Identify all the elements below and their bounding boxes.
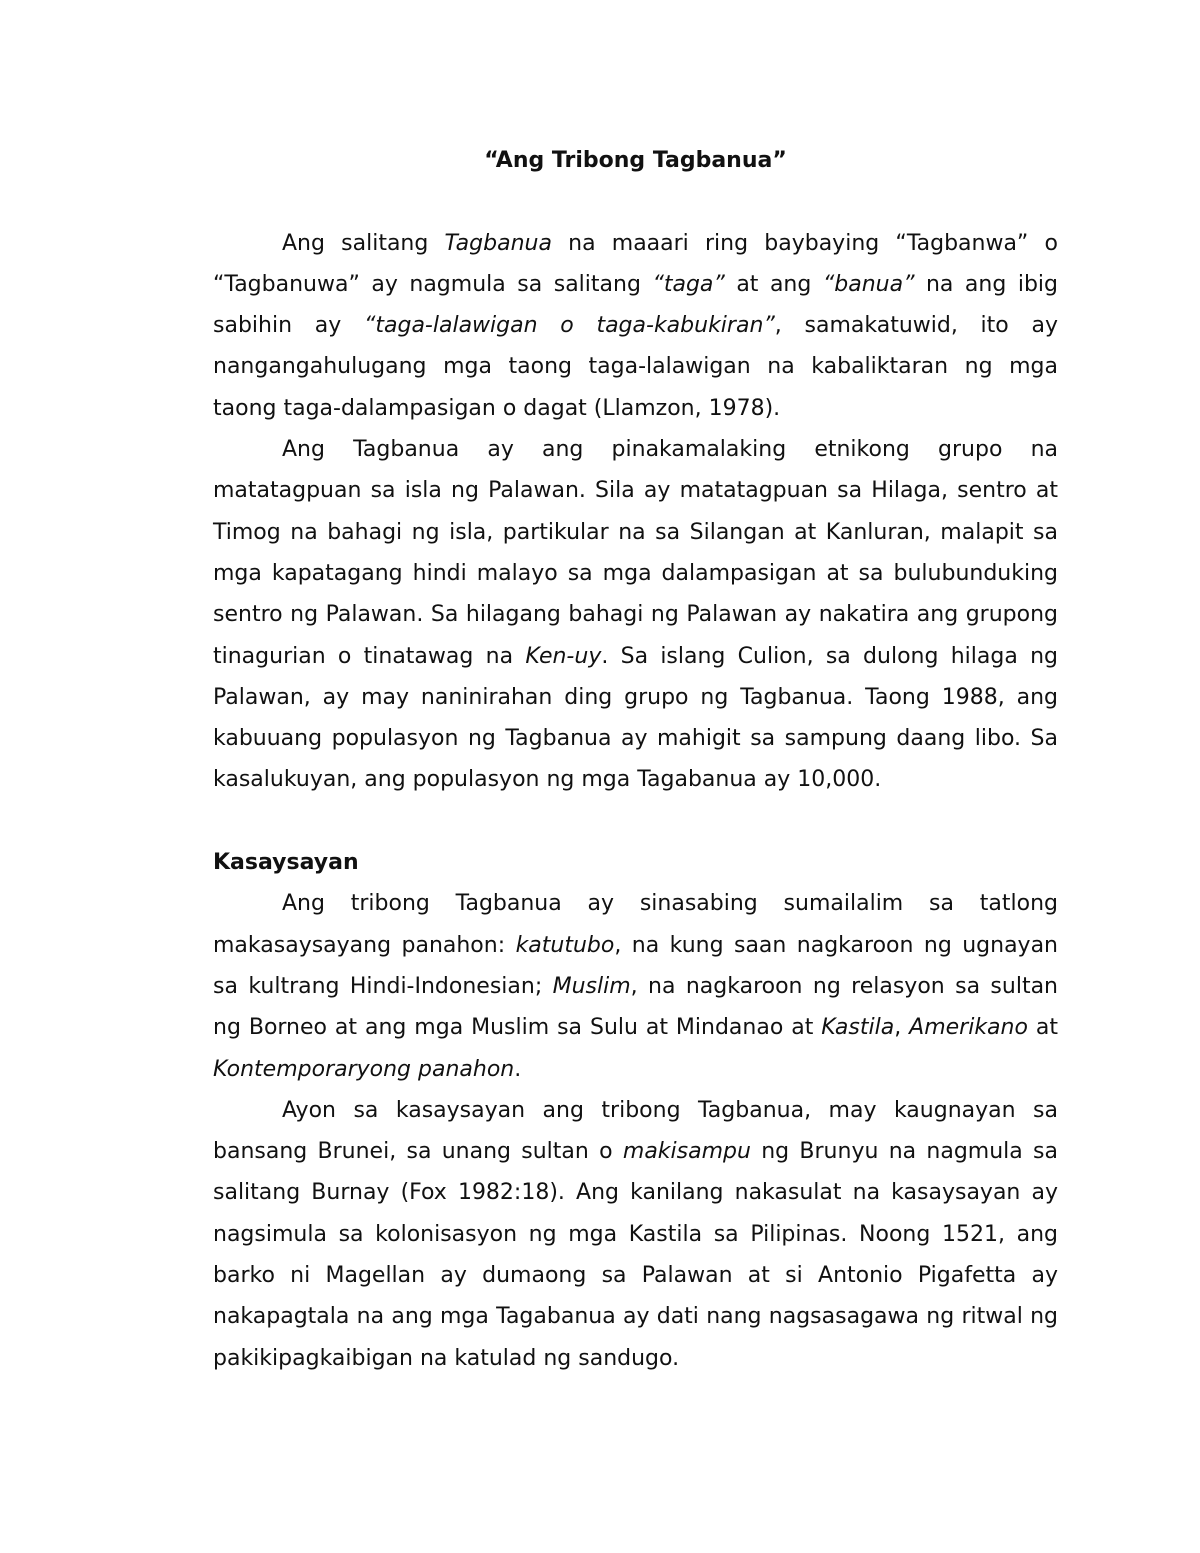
italic-term: Kontemporaryong panahon <box>213 1056 515 1082</box>
blank-line <box>213 181 1058 222</box>
italic-term: “taga-lalawigan o taga-kabukiran” <box>363 313 775 339</box>
text-run: . Sa islang Culion, sa dulong hilaga ng Palawan, ay may naninirahan ding grupo ng Tagbanua. Taong 1988, ang kabuuang populasyon ng Tagbanua ay mahigit sa sampung daang libo. Sa kasalukuyan, ang populasyon ng mga Tagabanua ay 10,000. <box>213 643 1058 793</box>
document-page <box>213 140 1058 1379</box>
italic-term: “taga” <box>652 271 725 297</box>
text-run: Ang Tagbanua ay ang pinakamalaking etnikong grupo na matatagpuan sa isla ng Palawan. Sila ay matatagpuan sa Hilaga, sentro at Timog na bahagi ng isla, partikular na sa Silangan at Kanluran, malapit sa mga kapatagang hindi malayo sa mga dalampasigan at sa bulubunduking sentro ng Palawan. Sa hilagang bahagi ng Palawan ay nakatira ang grupong tinagurian o tinatawag na <box>213 437 1058 669</box>
text-run: Ayon sa kasaysayan ang tribong Tagbanua, may kaugnayan sa bansang Brunei, sa unang sultan o <box>213 1097 1058 1165</box>
blank-line <box>213 801 1058 842</box>
text-run: at <box>1027 1015 1058 1041</box>
text-run: , na nagkaroon ng relasyon sa sultan ng Borneo at ang mga Muslim sa Sulu at Mindanao at <box>213 973 1058 1041</box>
document-title: “Ang Tribong Tagbanua” <box>484 148 787 173</box>
text-run: na maaari ring baybaying “Tagbanwa” o “Tagbanuwa” ay nagmula sa salitang <box>213 230 1058 297</box>
italic-term: Ken-uy <box>525 643 602 669</box>
italic-term: Amerikano <box>909 1015 1028 1041</box>
text-run: , <box>894 1015 910 1041</box>
text-run: , na kung saan nagkaroon ng ugnayan sa kultrang Hindi-Indonesian; <box>213 932 1058 999</box>
section-heading: Kasaysayan <box>213 850 359 876</box>
text-run: at ang <box>724 271 823 297</box>
italic-term: katutubo <box>515 932 615 958</box>
italic-term: Muslim <box>552 973 631 999</box>
italic-term: Tagbanua <box>444 230 552 256</box>
section-paragraph-1 <box>213 883 1058 1089</box>
italic-term: “banua” <box>822 271 915 297</box>
section-paragraph-2 <box>213 1090 1058 1379</box>
intro-paragraph-1 <box>213 223 1058 429</box>
intro-paragraph-2 <box>213 429 1058 801</box>
italic-term: Kastila <box>821 1015 895 1041</box>
text-run: , samakatuwid, ito ay nangangahulugang mga taong taga-lalawigan na kabaliktaran ng mga taong taga-dalampasigan o dagat (Llamzon, 1978). <box>213 313 1058 421</box>
text-run: ng Brunyu na nagmula sa salitang Burnay (Fox 1982:18). Ang kanilang nakasulat na kasaysayan ay nagsimula sa kolonisasyon ng mga Kastila sa Pilipinas. Noong 1521, ang barko ni Magellan ay dumaong sa Palawan at si Antonio Pigafetta ay nakapagtala na ang mga Tagabanua ay dati nang nagsasagawa ng ritwal ng pakikipagkaibigan na katulad ng sandugo. <box>213 1139 1058 1371</box>
text-run: Ang tribong Tagbanua ay sinasabing sumailalim sa tatlong makasaysayang panahon: <box>213 891 1058 958</box>
text-run: na ang ibig sabihin ay <box>213 271 1058 339</box>
text-run: . <box>514 1056 522 1082</box>
text-run: Ang salitang <box>282 230 445 256</box>
italic-term: makisampu <box>622 1139 751 1165</box>
